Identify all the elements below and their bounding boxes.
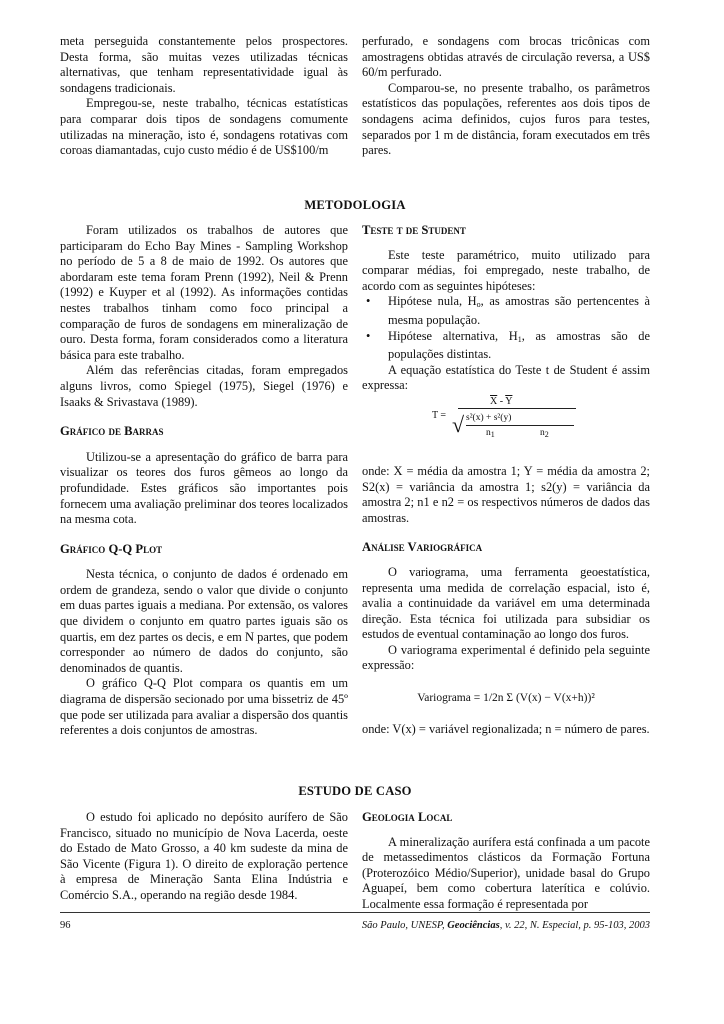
page-number: 96 <box>60 920 71 931</box>
paragraph: Empregou-se, neste trabalho, técnicas estatísticas para comparar dois tipos de sondagens comumente utilizadas na mineração, isto é, sondagens rotativas com coroas diamantadas, cujo custo médio é de US$100/m <box>60 96 348 158</box>
paragraph: onde: X = média da amostra 1; Y = média da amostra 2; S2(x) = variância da amostra 1; s2(y) = variância da amostra 2; n1 e n2 = os respectivos números de dados das amostras. <box>362 463 650 525</box>
variogram-equation: Variograma = 1/2n Σ (V(x) − V(x+h))² <box>417 692 595 705</box>
subsection-title-variografica: Análise Variográfica <box>362 540 483 555</box>
paragraph: Comparou-se, no presente trabalho, os parâmetros estatísticos das populações, referentes aos dois tipos de sondagens acima definidos, cujos furos para testes, separados por 1 m de distância, foram executados em três pares. <box>362 80 650 158</box>
paragraph: Este teste paramétrico, muito utilizado para comparar médias, foi empregado, neste trabalho, de acordo com as seguintes hipóteses: <box>362 247 650 293</box>
paragraph: O variograma, uma ferramenta geoestatística, representa uma medida de correlação espacial, isto é, avalia a continuidade da variável em uma determinada direção. Esta técnica foi utilizada para subsidiar os estudos de eventual contaminação ao longo dos furos. <box>362 564 650 642</box>
paragraph: meta perseguida constantemente pelos prospectores. Desta forma, são muitas vezes utilizadas técnicas alternativas, que tenham representatividade igual às sondagens tradicionais. <box>60 34 348 95</box>
metodologia-left-column <box>60 223 348 739</box>
estudo-right-column <box>362 810 650 913</box>
estudo-left-column <box>60 810 348 904</box>
journal-citation: São Paulo, UNESP, Geociências, v. 22, N. Especial, p. 95-103, 2003 <box>361 920 650 931</box>
paragraph: A equação estatística do Teste t de Student é assim expressa: <box>362 362 650 393</box>
student-t-equation: T = $\overline{X} - \overline{Y}$ s²(x) + s²(y) √ $n_1$ $n_2$ <box>362 394 650 458</box>
list-item: • Hipótese alternativa, $H_1$, as amostras são de populações distintas. <box>388 329 650 363</box>
list-item: • Hipótese nula, $H_o$, as amostras são pertencentes à mesma população. <box>388 294 650 328</box>
paragraph: Além das referências citadas, foram empregados alguns livros, como Spiegel (1975), Siegel (1976) e Isaaks & Srivastava (1989). <box>60 363 348 409</box>
paragraph: Utilizou-se a apresentação do gráfico de barra para visualizar os teores dos furos gêmeos ao longo da profundidade. Estes gráficos são importantes pois fornecem uma avaliação preliminar dos teores localizados na mesma cota. <box>60 449 348 527</box>
paragraph: perfurado, e sondagens com brocas tricônicas com amostragens obtidas através de circulação reversa, a US$ 60/m perfurado. <box>362 34 650 80</box>
paragraph: O variograma experimental é definido pela seguinte expressão: <box>362 642 650 673</box>
intro-left-column <box>60 34 348 159</box>
footer-divider <box>60 912 650 913</box>
intro-right-column <box>362 34 650 159</box>
metodologia-right-column <box>362 223 650 738</box>
paragraph: Nesta técnica, o conjunto de dados é ordenado em ordem de grandeza, sendo o valor que divide o conjunto em duas partes iguais a mediana. Por extensão, os valores que dividem o conjunto em quatro partes iguais são os quartis, em dez partes os decis, e em N partes, que podem corresponder ao número de dados do conjunto, são denominados de quantis. <box>60 567 348 675</box>
section-title-metodologia: METODOLOGIA <box>304 198 406 212</box>
paragraph: onde: V(x) = variável regionalizada; n = número de pares. <box>362 722 650 737</box>
hypothesis-list <box>362 294 650 362</box>
section-title-estudo: ESTUDO DE CASO <box>298 784 412 798</box>
subsection-title-geologia: Geologia Local <box>362 810 453 824</box>
paragraph: Foram utilizados os trabalhos de autores que participaram do Echo Bay Mines - Sampling Workshop no período de 5 a 8 de maio de 1992. Os autores que abordaram este tema foram Prenn (1992), Neil & Prenn (1992) e Kuyper et al (1992). As informações contidas nestes trabalhos tinham como foco principal a comparação de furos de sondagens em mineralização de ouro. Desta forma, foram considerados como a literatura básica para este trabalho. <box>60 223 348 362</box>
subsection-title-barras: Gráfico de Barras <box>60 424 164 439</box>
paragraph: O gráfico Q-Q Plot compara os quantis em um diagrama de dispersão secionado por uma bissetriz de 45º que pode ser utilizada para avaliar a dispersão dos quantis referentes a dois conjuntos de amostras. <box>60 676 348 738</box>
subsection-title-student: Teste t de Student <box>362 223 466 237</box>
subsection-title-qq: Gráfico Q-Q Plot <box>60 541 163 556</box>
paragraph: O estudo foi aplicado no depósito aurífero de São Francisco, situado no município de Nova Lacerda, oeste do Estado de Mato Grosso, a 40 km sudeste da mina de São Vicente (Figura 1). O direito de exploração pertence à empresa de Mineração Santa Elina Indústria e Comércio S.A., operando na região desde 1984. <box>60 810 348 902</box>
paragraph: A mineralização aurífera está confinada a um pacote de metassedimentos clásticos da Formação Fortuna (Proterozóico Médio/Superior), unidade basal do Grupo Aguapeí, bem como cobertura laterítica e colúvio. Localmente essa formação é representada por <box>362 834 650 911</box>
